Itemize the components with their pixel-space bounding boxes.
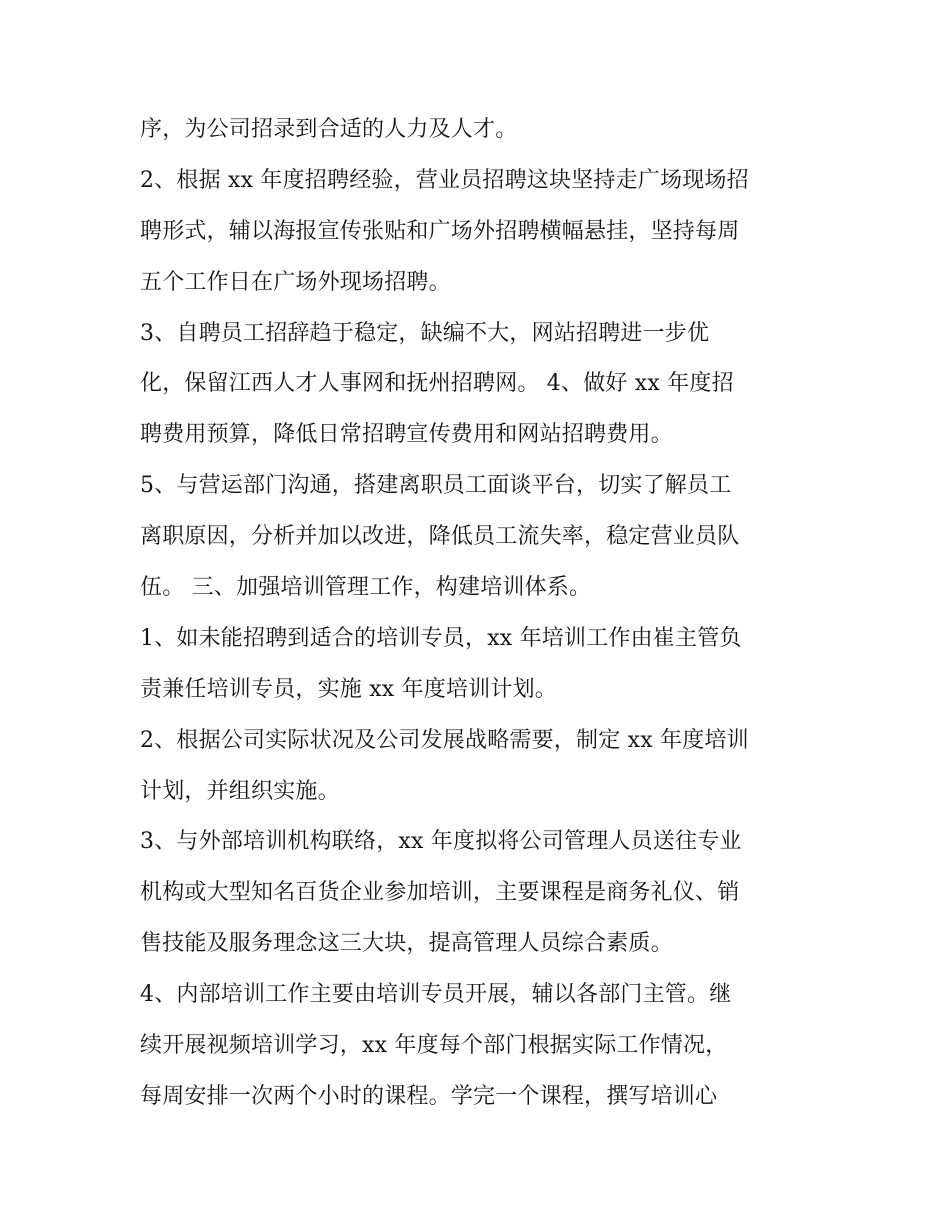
text-line: 机构或大型知名百货企业参加培训，主要课程是商务礼仪、销 [140, 880, 740, 906]
text-line: 五个工作日在广场外现场招聘。 [140, 269, 451, 295]
text-line: 责兼任培训专员，实施 xx 年度培训计划。 [140, 676, 558, 702]
text-line: 2、根据公司实际状况及公司发展战略需要，制定 xx 年度培训 [140, 727, 749, 753]
text-line: 2、根据 xx 年度招聘经验，营业员招聘这块坚持走广场现场招 [140, 167, 749, 193]
text-line: 伍。 三、加强培训管理工作，构建培训体系。 [140, 575, 592, 601]
text-line: 4、内部培训工作主要由培训专员开展，辅以各部门主管。继 [140, 982, 732, 1008]
text-line: 3、自聘员工招辞趋于稳定，缺编不大，网站招聘进一步优 [140, 320, 710, 346]
text-line: 聘形式，辅以海报宣传张贴和广场外招聘横幅悬挂，坚持每周 [140, 218, 740, 244]
text-line: 5、与营运部门沟通，搭建离职员工面谈平台，切实了解员工 [140, 473, 732, 499]
text-line: 售技能及服务理念这三大块，提高管理人员综合素质。 [140, 931, 673, 957]
text-line: 聘费用预算，降低日常招聘宣传费用和网站招聘费用。 [140, 422, 673, 448]
text-line: 计划，并组织实施。 [140, 778, 340, 804]
text-line: 1、如未能招聘到适合的培训专员，xx 年培训工作由崔主管负 [140, 625, 742, 651]
text-line: 离职原因，分析并加以改进，降低员工流失率，稳定营业员队 [140, 524, 740, 550]
text-line: 每周安排一次两个小时的课程。学完一个课程，撰写培训心 [140, 1083, 718, 1109]
body-text [140, 108, 830, 1126]
text-line: 化，保留江西人才人事网和抚州招聘网。 4、做好 xx 年度招 [140, 371, 734, 397]
text-line: 3、与外部培训机构联络，xx 年度拟将公司管理人员送往专业 [140, 829, 742, 855]
text-line: 续开展视频培训学习，xx 年度每个部门根据实际工作情况， [140, 1033, 728, 1059]
text-line: 序，为公司招录到合适的人力及人才。 [140, 117, 518, 142]
